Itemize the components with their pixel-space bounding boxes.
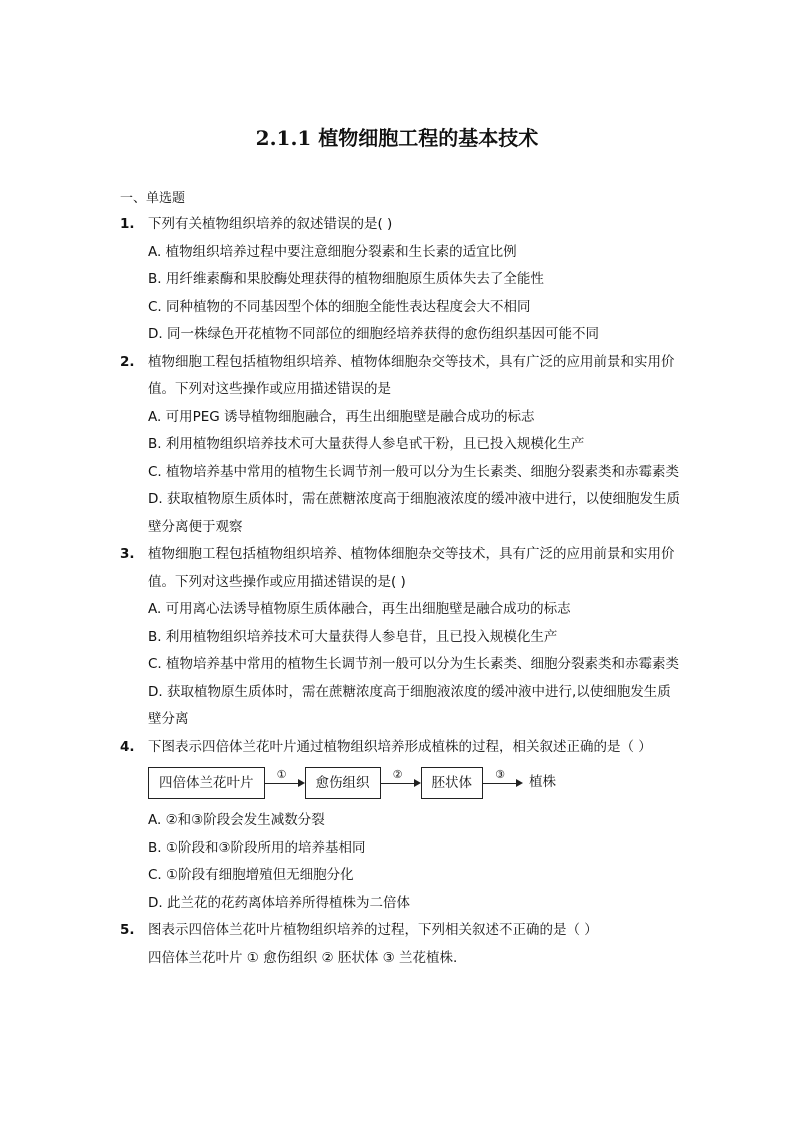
question-number: 1. — [120, 216, 135, 232]
question-2 — [120, 349, 680, 542]
process-flow-diagram — [148, 763, 680, 803]
arrow-line — [265, 783, 299, 784]
question-1 — [120, 211, 680, 349]
flow-arrow-3 — [483, 768, 523, 798]
section-heading: 一、单选题 — [120, 191, 186, 206]
arrow-head-icon — [414, 779, 421, 787]
option-d: D. 此兰花的花药离体培养所得植株为二倍体 — [148, 894, 410, 911]
flow-arrow-1 — [265, 768, 305, 798]
flow-arrow-label: ① — [276, 768, 287, 781]
option-a: A. ②和③阶段会发生减数分裂 — [148, 812, 325, 828]
option-d: D. 同一株绿色开花植物不同部位的细胞经培养获得的愈伤组织基因可能不同 — [148, 326, 599, 342]
flow-box-callus: 愈伤组织 — [305, 767, 381, 799]
question-list — [120, 211, 680, 972]
question-number: 2. — [120, 353, 135, 370]
option-b: B. 利用植物组织培养技术可大量获得人参皂甙干粉，且已投入规模化生产 — [148, 436, 585, 452]
question-number: 3. — [120, 546, 135, 562]
option-c: C. ①阶段有细胞增殖但无细胞分化 — [148, 867, 354, 883]
process-line: 四倍体兰花叶片 ① 愈伤组织 ② 胚状体 ③ 兰花植株. — [148, 949, 458, 966]
flow-arrow-label: ② — [392, 768, 403, 781]
option-a: A. 可用离心法诱导植物原生质体融合，再生出细胞壁是融合成功的标志 — [148, 601, 571, 617]
option-b: B. 用纤维素酶和果胶酶处理获得的植物细胞原生质体失去了全能性 — [148, 271, 544, 287]
flow-box-embryoid: 胚状体 — [421, 767, 484, 799]
option-b: B. 利用植物组织培养技术可大量获得人参皂苷，且已投入规模化生产 — [148, 628, 558, 645]
option-c: C. 同种植物的不同基因型个体的细胞全能性表达程度会大不相同 — [148, 298, 531, 315]
question-stem: 图表示四倍体兰花叶片植物组织培养的过程，下列相关叙述不正确的是（ ） — [148, 922, 598, 938]
question-number: 4. — [120, 738, 135, 755]
arrow-head-icon — [516, 779, 523, 787]
flow-arrow-2 — [381, 768, 421, 798]
question-stem: 植物细胞工程包括植物组织培养、植物体细胞杂交等技术，具有广泛的应用前景和实用价值。下列对这些操作或应用描述错误的是 — [148, 353, 675, 397]
option-c: C. 植物培养基中常用的植物生长调节剂一般可以分为生长素类、细胞分裂素类和赤霉素类 — [148, 463, 680, 480]
option-d: D. 获取植物原生质体时，需在蔗糖浓度高于细胞液浓度的缓冲液中进行,以使细胞发生质壁分离 — [148, 683, 671, 727]
question-stem: 下列有关植物组织培养的叙述错误的是( ) — [148, 216, 393, 232]
option-a: A. 植物组织培养过程中要注意细胞分裂素和生长素的适宜比例 — [148, 243, 517, 260]
flow-end-plant: 植株 — [529, 774, 556, 791]
question-stem: 植物细胞工程包括植物组织培养、植物体细胞杂交等技术，具有广泛的应用前景和实用价值。下列对这些操作或应用描述错误的是( ) — [148, 546, 675, 590]
option-b: B. ①阶段和③阶段所用的培养基相同 — [148, 839, 366, 856]
option-c: C. 植物培养基中常用的植物生长调节剂一般可以分为生长素类、细胞分裂素类和赤霉素类 — [148, 656, 680, 672]
question-stem: 下图表示四倍体兰花叶片通过植物组织培养形成植株的过程，相关叙述正确的是（ ） — [148, 738, 652, 755]
question-4 — [120, 734, 680, 918]
question-3 — [120, 541, 680, 734]
arrow-line — [381, 783, 415, 784]
arrow-head-icon — [298, 779, 305, 787]
page-title: 2.1.1 植物细胞工程的基本技术 — [255, 126, 539, 150]
arrow-line — [483, 783, 517, 784]
flow-box-leaf: 四倍体兰花叶片 — [148, 767, 265, 799]
question-5 — [120, 917, 680, 972]
option-d: D. 获取植物原生质体时，需在蔗糖浓度高于细胞液浓度的缓冲液中进行，以使细胞发生质壁分离便于观察 — [148, 491, 680, 535]
flow-arrow-label: ③ — [495, 768, 505, 781]
question-number: 5. — [120, 922, 135, 938]
option-a: A. 可用PEG 诱导植物细胞融合，再生出细胞壁是融合成功的标志 — [148, 408, 535, 425]
